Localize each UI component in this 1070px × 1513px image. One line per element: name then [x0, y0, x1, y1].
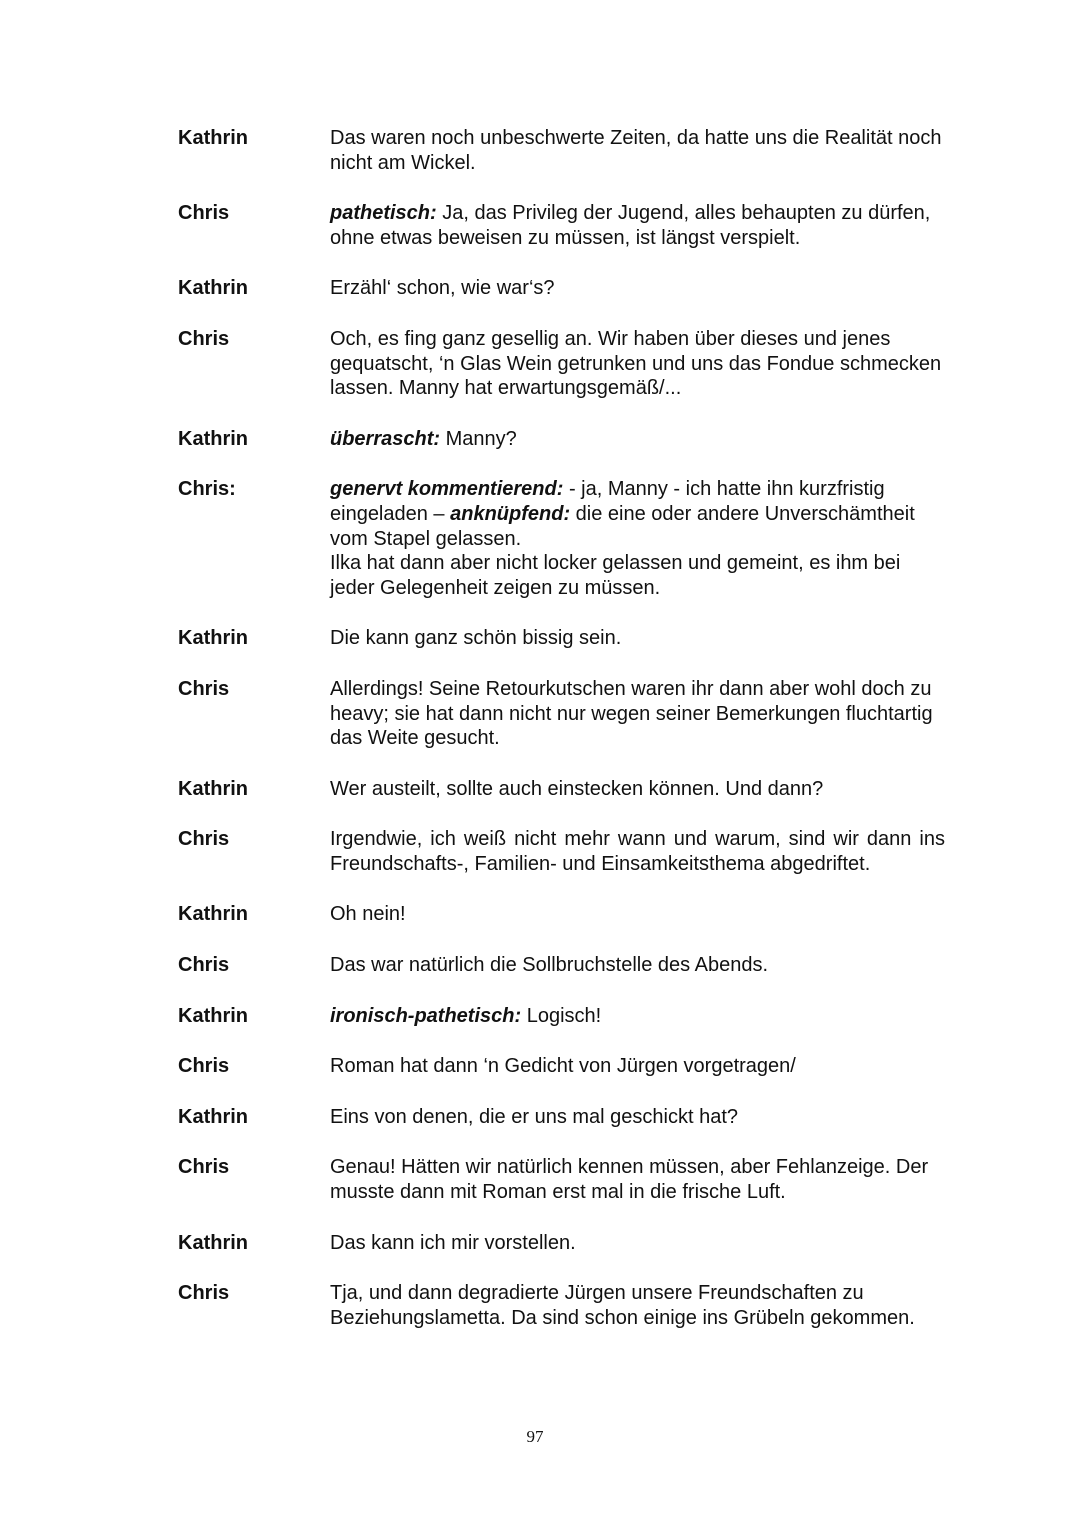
dialogue-line	[330, 1231, 945, 1256]
spoken-text: Erzähl‘ schon, wie war‘s?	[330, 277, 555, 300]
spoken-text: Ja, das Privileg der Jugend, alles behaupten zu dürfen, ohne etwas beweisen zu müssen, ist längst verspielt.	[330, 202, 931, 249]
spoken-text: Allerdings! Seine Retourkutschen waren ihr dann aber wohl doch zu heavy; sie hat dann nicht nur wegen seiner Bemerkungen fluchtartig das Weite gesucht.	[330, 677, 933, 750]
line-paragraph	[330, 827, 945, 876]
dialogue-row	[178, 1105, 958, 1130]
dialogue-row	[178, 1231, 958, 1256]
spoken-text: Genau! Hätten wir natürlich kennen müssen, aber Fehlanzeige. Der musste dann mit Roman erst mal in die frische Luft.	[330, 1156, 929, 1204]
dialogue-row	[178, 1004, 958, 1029]
line-paragraph	[330, 327, 945, 401]
dialogue-line	[330, 1281, 945, 1330]
spoken-text: Die kann ganz schön bissig sein.	[330, 627, 622, 650]
speaker-name: Kathrin	[178, 1105, 248, 1128]
dialogue-row	[178, 626, 958, 651]
dialogue-row	[178, 1054, 958, 1079]
line-paragraph	[330, 1054, 945, 1079]
dialogue-line	[330, 1105, 945, 1130]
dialogue-line	[330, 1054, 945, 1079]
line-paragraph	[330, 427, 945, 452]
line-paragraph	[330, 777, 945, 802]
speaker-name: Chris	[178, 677, 230, 700]
speaker-name: Kathrin	[178, 1231, 248, 1254]
line-paragraph	[330, 1281, 945, 1330]
dialogue-line	[330, 427, 945, 452]
spoken-text: Irgendwie, ich weiß nicht mehr wann und warum, sind wir dann ins Freundschafts-, Familien- und Einsamkeitsthema abgedriftet.	[330, 828, 945, 875]
dialogue-row	[178, 777, 958, 802]
page-number: 97	[526, 1427, 544, 1446]
speaker-name: Chris	[178, 327, 230, 350]
dialogue-row	[178, 677, 958, 751]
dialogue-row	[178, 477, 958, 600]
spoken-text: Eins von denen, die er uns mal geschickt hat?	[330, 1105, 739, 1128]
line-paragraph	[330, 276, 945, 301]
dialogue-row	[178, 1155, 958, 1204]
dialogue-line	[330, 201, 945, 250]
dialogue-row	[178, 126, 958, 175]
spoken-text: - ja, Manny - ich hatte ihn kurzfristig eingeladen –	[330, 478, 885, 525]
speaker-name: Kathrin	[178, 777, 248, 800]
spoken-text: Das kann ich mir vorstellen.	[330, 1231, 576, 1254]
speaker-name: Chris	[178, 1055, 230, 1078]
line-paragraph	[330, 1105, 945, 1130]
dialogue-row	[178, 902, 958, 927]
speaker-name: Kathrin	[178, 1004, 248, 1027]
spoken-text: Das waren noch unbeschwerte Zeiten, da hatte uns die Realität noch nicht am Wickel.	[330, 127, 942, 174]
speaker-name: Kathrin	[178, 903, 248, 926]
stage-direction: ironisch-pathetisch:	[330, 1004, 522, 1027]
dialogue-line	[330, 276, 945, 301]
speaker-name: Chris:	[178, 478, 236, 501]
spoken-text: Manny?	[440, 427, 517, 450]
dialogue-row	[178, 427, 958, 452]
dialogue-line	[330, 902, 945, 927]
stage-direction: überrascht:	[330, 427, 441, 450]
dialogue-line	[330, 626, 945, 651]
line-paragraph	[330, 1155, 945, 1204]
stage-direction: genervt kommentierend:	[330, 478, 564, 501]
speaker-name: Kathrin	[178, 427, 248, 450]
spoken-text: Oh nein!	[330, 903, 406, 926]
line-paragraph	[330, 126, 945, 175]
line-paragraph	[330, 626, 945, 651]
dialogue-line	[330, 126, 945, 175]
spoken-text: Tja, und dann degradierte Jürgen unsere Freundschaften zu Beziehungslametta. Da sind schon einige ins Grübeln gekommen.	[330, 1282, 915, 1329]
dialogue-line	[330, 327, 945, 401]
line-paragraph	[330, 902, 945, 927]
speaker-name: Chris	[178, 954, 230, 977]
dialogue-row	[178, 201, 958, 250]
spoken-text: Wer austeilt, sollte auch einstecken können. Und dann?	[330, 777, 824, 800]
dialogue-line	[330, 777, 945, 802]
speaker-name: Kathrin	[178, 627, 248, 650]
speaker-name: Chris	[178, 1156, 230, 1179]
spoken-text: Och, es fing ganz gesellig an. Wir haben über dieses und jenes gequatscht, ‘n Glas Wein getrunken und uns das Fondue schmecken lassen. Manny hat erwartungsgemäß/...	[330, 327, 942, 400]
dialogue-line	[330, 953, 945, 978]
dialogue-row	[178, 1281, 958, 1330]
speaker-name: Chris	[178, 828, 230, 851]
spoken-text: die eine oder andere Unverschämtheit vom Stapel gelassen.	[330, 502, 915, 550]
dialogue-line	[330, 477, 945, 600]
spoken-text: Das war natürlich die Sollbruchstelle des Abends.	[330, 954, 769, 977]
line-paragraph	[330, 201, 945, 250]
dialogue-line	[330, 827, 945, 876]
dialogue-line	[330, 677, 945, 751]
line-paragraph	[330, 953, 945, 978]
dialogue-line	[330, 1004, 945, 1029]
speaker-name: Kathrin	[178, 127, 248, 149]
line-paragraph	[330, 677, 945, 751]
speaker-name: Kathrin	[178, 277, 248, 300]
line-paragraph	[330, 1004, 945, 1029]
spoken-text: Logisch!	[521, 1004, 602, 1027]
spoken-text: Roman hat dann ‘n Gedicht von Jürgen vorgetragen/	[330, 1055, 796, 1078]
dialogue-row	[178, 327, 958, 401]
dialogue-line	[330, 1155, 945, 1204]
speaker-name: Chris	[178, 1282, 230, 1305]
stage-direction: anknüpfend:	[450, 502, 571, 525]
line-paragraph	[330, 1231, 945, 1256]
dialogue-row	[178, 276, 958, 301]
dialogue-script	[178, 126, 958, 1330]
dialogue-row	[178, 953, 958, 978]
dialogue-row	[178, 827, 958, 876]
line-paragraph	[330, 477, 945, 551]
stage-direction: pathetisch:	[330, 202, 437, 225]
line-continuation: Ilka hat dann aber nicht locker gelassen und gemeint, es ihm bei jeder Gelegenheit zeigen zu müssen.	[330, 552, 901, 599]
speaker-name: Chris	[178, 202, 230, 225]
